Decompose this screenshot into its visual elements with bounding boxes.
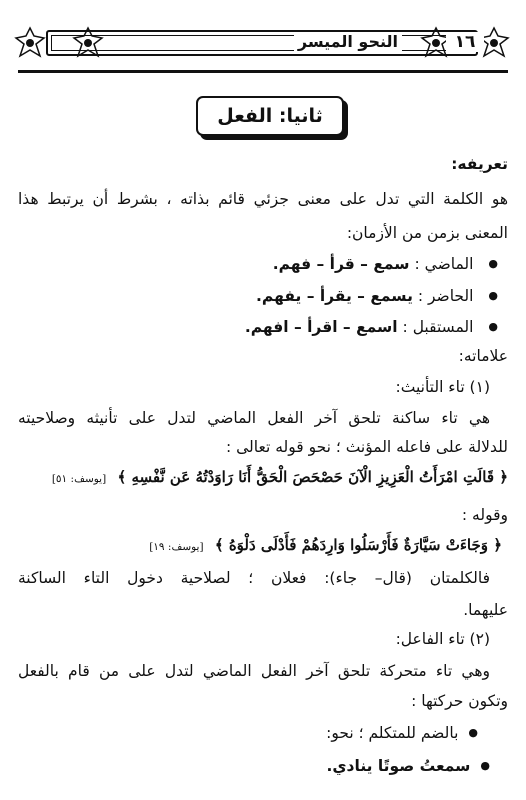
list-item [18, 252, 498, 276]
list-item [18, 315, 498, 339]
page-header [12, 24, 512, 64]
section-title: ثانيا: الفعل [196, 96, 344, 136]
definition-line: المعنى بزمن من الأزمان: [346, 224, 508, 242]
subheading: (٢) تاء الفاعل: [395, 630, 490, 648]
paragraph-line: للدلالة على فاعله المؤنث ؛ نحو قوله تعالى : [225, 438, 508, 456]
tense-examples: يسمع – يقرأ – يفهم. [256, 287, 413, 305]
book-title: النحو الميسر [294, 32, 402, 52]
ornament-icon [70, 26, 106, 60]
tense-label: الماضي : [414, 255, 474, 273]
paragraph-line: فالكلمتان (قال– جاء): فعلان ؛ لصلاحية دخول التاء الساكنة [18, 569, 490, 587]
tense-label: الحاضر : [417, 287, 474, 305]
paragraph-line: وهي تاء متحركة تلحق آخر الفعل الماضي لتدل على من قام بالفعل [18, 662, 490, 680]
verse-reference: [يوسف: ١٩] [149, 541, 204, 553]
definition-line: هو الكلمة التي تدل على معنى جزئي قائم بذاته ، بشرط أن يرتبط هذا [18, 190, 508, 208]
quran-verse [18, 465, 508, 491]
tense-label: المستقبل : [402, 318, 474, 336]
tense-examples: اسمع – اقرأ – افهم. [244, 318, 398, 336]
ornament-icon [12, 26, 48, 60]
verse-reference: [يوسف: ٥١] [51, 473, 107, 485]
quran-verse [18, 533, 502, 559]
tense-examples: سمع – قرأ – فهم. [272, 255, 410, 273]
header-rule [18, 70, 508, 73]
header-frame [46, 30, 478, 56]
page-number: ١٦ [446, 32, 484, 52]
signs-label: علاماته: [458, 347, 508, 365]
list-item [18, 284, 498, 308]
verse-text: ﴿ قَالَتِ امْرَأَتُ الْعَزِيزِ الْآنَ حَصْحَصَ الْحَقُّ أَنَا رَاوَدْتُهُ عَن نَّفْسِهِ ﴾ [117, 468, 508, 486]
paragraph-line: وتكون حركتها : [411, 692, 508, 710]
subheading: (١) تاء التأنيث: [395, 378, 490, 396]
list-item: ● سمعتُ صوتًا ينادي. [18, 754, 490, 778]
paragraph-line: عليهما. [463, 601, 508, 619]
list-item: ● بالضم للمتكلم ؛ نحو: [18, 721, 478, 745]
paragraph-line: وقوله : [461, 506, 508, 524]
definition-label: تعريفه: [451, 155, 508, 173]
verse-text: ﴿ وَجَاءَتْ سَيَّارَةٌ فَأَرْسَلُوا وَارِدَهُمْ فَأَدْلَى دَلْوَهُ ﴾ [214, 536, 502, 554]
paragraph-line: هي تاء ساكنة تلحق آخر الفعل الماضي لتدل على تأنيثه وصلاحيته [18, 409, 490, 427]
